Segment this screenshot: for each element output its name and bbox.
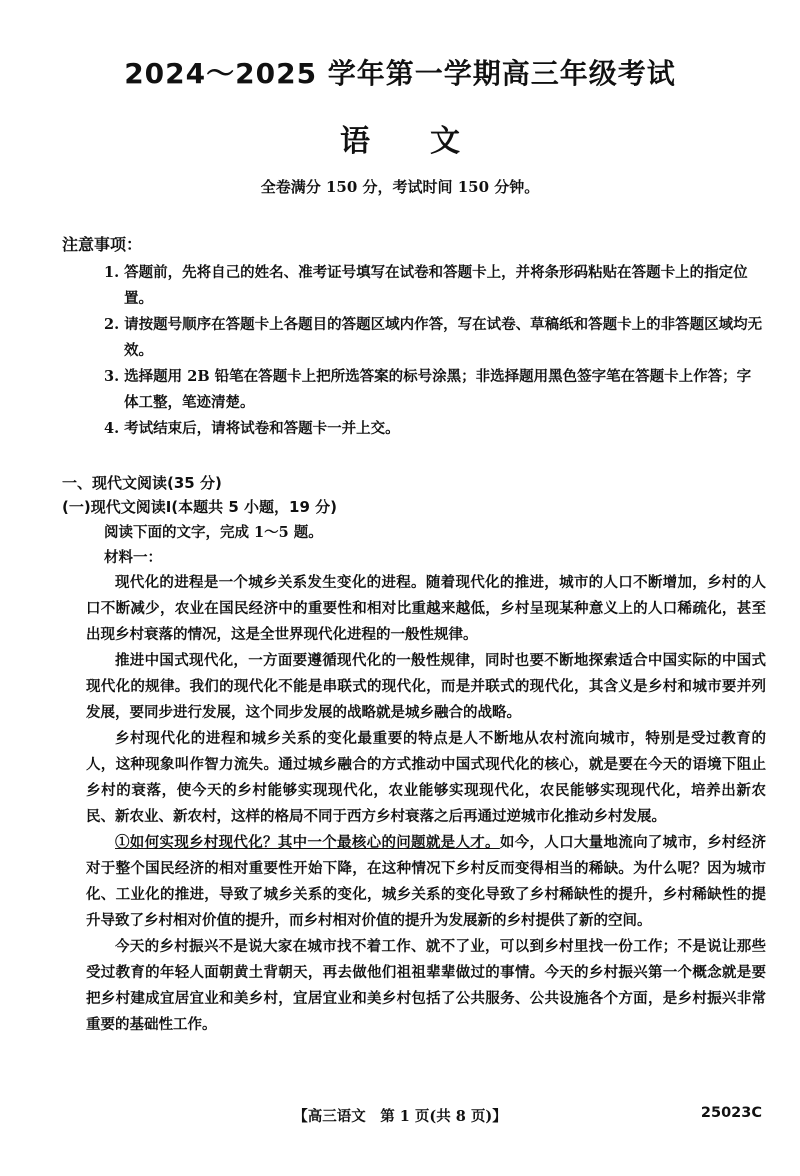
- section-instruction: 阅读下面的文字，完成 1～5 题。: [104, 524, 323, 541]
- notice-list: [104, 260, 764, 442]
- underlined-sentence: ①如何实现乡村现代化？其中一个最核心的问题就是人才。: [115, 834, 500, 851]
- paragraph: 现代化的进程是一个城乡关系发生变化的进程。随着现代化的推进，城市的人口不断增加，乡村的人口不断减少，农业在国民经济中的重要性和相对比重越来越低，乡村呈现某种意义上的人口稀疏化，甚至出现乡村衰落的情况，这是全世界现代化进程的一般性规律。: [86, 574, 766, 643]
- passage-body: [86, 570, 766, 1038]
- material-label: 材料一：: [104, 549, 162, 566]
- paper-code: 25023C: [700, 1105, 762, 1121]
- exam-info: 全卷满分 150 分，考试时间 150 分钟。: [260, 178, 540, 196]
- paragraph: 今天的乡村振兴不是说大家在城市找不着工作、就不了业，可以到乡村里找一份工作；不是说让那些受过教育的年轻人面朝黄土背朝天，再去做他们祖祖辈辈做过的事情。今天的乡村振兴第一个概念就是要把乡村建成宜居宜业和美乡村，宜居宜业和美乡村包括了公共服务、公共设施各个方面，是乡村振兴非常重要的基础性工作。: [86, 938, 766, 1033]
- page-footer: 【高三语文 第 1 页(共 8 页)】: [293, 1108, 507, 1125]
- paragraph: 推进中国式现代化，一方面要遵循现代化的一般性规律，同时也要不断地探索适合中国实际的中国式现代化的规律。我们的现代化不能是串联式的现代化，而是并联式的现代化，其含义是乡村和城市要并列发展，要同步进行发展，这个同步发展的战略就是城乡融合的战略。: [86, 652, 766, 721]
- notice-title: 注意事项：: [62, 235, 143, 254]
- exam-title: 2024～2025 学年第一学期高三年级考试: [124, 57, 676, 90]
- section-title: 一、现代文阅读(35 分): [62, 474, 222, 492]
- section-subtitle: (一)现代文阅读Ⅰ(本题共 5 小题，19 分): [62, 498, 337, 516]
- paragraph: 乡村现代化的进程和城乡关系的变化最重要的特点是人不断地从农村流向城市，特别是受过教育的人，这种现象叫作智力流失。通过城乡融合的方式推动中国式现代化的核心，就是要在今天的语境下阻止乡村的衰落，使今天的乡村能够实现现代化，农业能够实现现代化，农民能够实现现代化，培养出新农民、新农业、新农村，这样的格局不同于西方乡村衰落之后再通过逆城市化推动乡村发展。: [86, 730, 766, 825]
- paragraph: [86, 830, 766, 934]
- notice-item: 1. 答题前，先将自己的姓名、准考证号填写在试卷和答题卡上，并将条形码粘贴在答题卡上的指定位置。: [104, 264, 748, 307]
- subject-title: 语文: [340, 124, 520, 159]
- notice-item: 4. 考试结束后，请将试卷和答题卡一并上交。: [104, 420, 400, 437]
- notice-item: 3. 选择题用 2B 铅笔在答题卡上把所选答案的标号涂黑；非选择题用黑色签字笔在答题卡上作答；字体工整，笔迹清楚。: [104, 368, 752, 411]
- notice-item: 2. 请按题号顺序在答题卡上各题目的答题区域内作答，写在试卷、草稿纸和答题卡上的非答题区域均无效。: [104, 316, 763, 359]
- paragraph-rest: 如今，人口大量地流向了城市，乡村经济对于整个国民经济的相对重要性开始下降，在这种情况下乡村反而变得相当的稀缺。为什么呢？因为城市化、工业化的推进，导致了城乡关系的变化，城乡关系的变化导致了乡村稀缺性的提升，乡村稀缺性的提升导致了乡村相对价值的提升，而乡村相对价值的提升为发展新的乡村提供了新的空间。: [86, 834, 766, 929]
